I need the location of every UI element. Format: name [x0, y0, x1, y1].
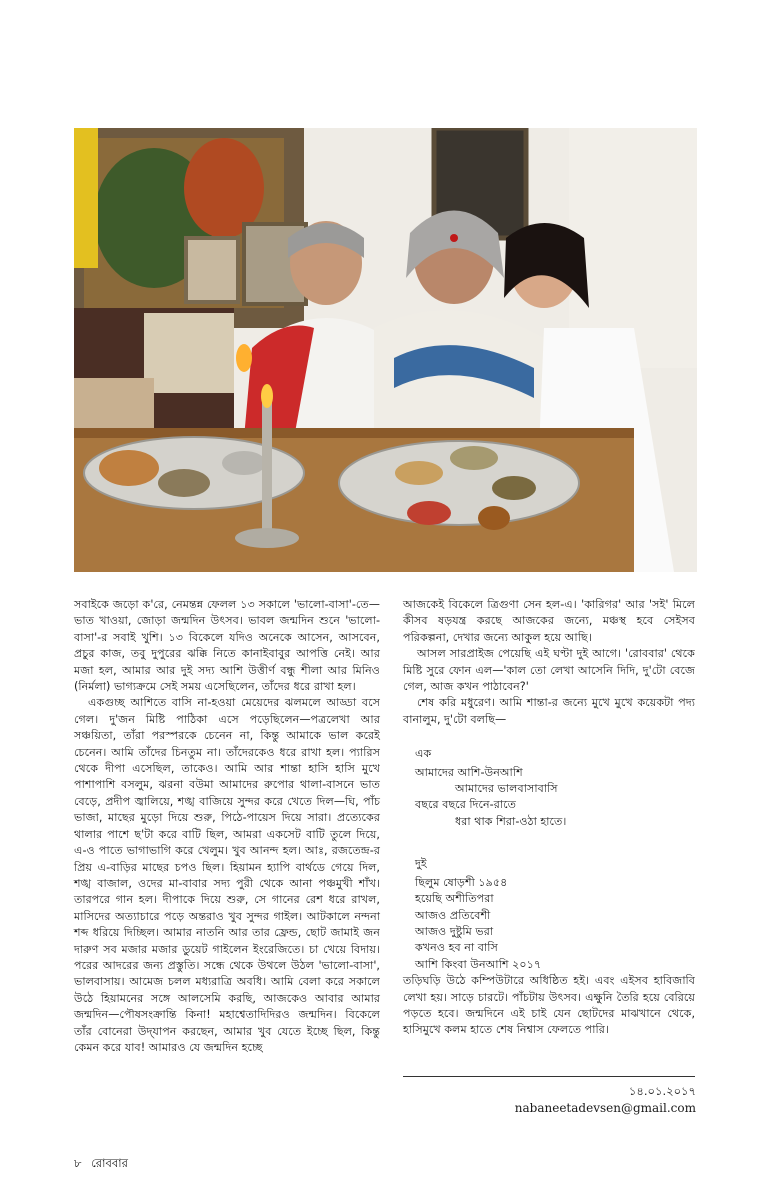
poem-line: ধরা থাক শিরা-ওঠা হাতে। — [455, 814, 567, 828]
poem-line: বছরে বছরে দিনে-রাতে — [415, 798, 516, 812]
poem-line: আমাদের ভালবাসাবাসি — [455, 782, 558, 796]
author-email: nabaneetadevsen@gmail.com — [514, 1101, 696, 1115]
left-paragraph-1: সবাইকে জড়ো ক'রে, নেমন্তন্ন ফেলল ১৩ সকালে 'ভালো-বাসা'-তে—ভাত খাওয়া, জোড়া জন্মদিন উৎসব। ভাবল জন্মদিন শুনে 'ভালো-বাসা'-র সবাই খুশি। ১৩ বিকেলে যদিও অনেকে আসেন, আসবেন, প্রচুর কাজ, তবু দুপুরের ঝক্কি নিতে কানাইবাবুর আপত্তি নেই। আর মজা হল, আমার আর দুই সদ্য আশি উত্তীর্ণ বন্ধু শীলা আর মিনিও (নির্মলা) ভাগ্যক্রমে সেই সময় এসেছিলেন, তাঁদের ধরে রাখা হল। — [74, 598, 380, 694]
poem-two-heading: দুই — [415, 857, 427, 871]
poem-two — [415, 856, 695, 973]
left-paragraph-2: একগুচ্ছ আশিতে বাসি না-হওয়া মেয়েদের ঝলমলে আড্ডা বসে গেল। দু'জন মিষ্টি পাঠিকা এসে পড়েছিলেন—পত্রলেখা আর সঞ্চয়িতা, তাঁরা পরস্পরকে চেনেন না, কিন্তু আমাকে ভাল করেই চেনেন। আমি তাঁদের চিনতুম না। তাঁদেরকেও ধরে রাখা হল। প্যারিস থেকে দীপা এসেছিল, তাকেও। আমি আর শান্তা হাসি হাসি মুখে পাশাপাশি বসলুম, ঝরনা বউমা আমাদের রুপোর থালা-বাসনে ভাত বেড়ে, প্রদীপ জ্বালিয়ে, শঙ্খ বাজিয়ে সুন্দর করে খেতে দিল—ঘি, পাঁচ ভাজা, মাছের মুড়ো দিয়ে শুরু, পিঠে-পায়েস দিয়ে সারা। প্রত্যেকের থালার পাশে ছ'টা করে বাটি ছিল, আমরা একসেট বাটি তুলে দিয়ে, এ-ও পাতে ভাগাভাগি করে খেলুম। খুব আনন্দ হল। আঃ, রজতেন্দ্র-র প্রিয় এ-বাড়ির মাছের চপও ছিল। হিয়ামন হ্যাপি বার্থডে গেয়ে দিল, শঙ্খ বাজাল, ওদের মা-বাবার সদ্য পুরী থেকে আনা পঞ্চমুখী শাঁখ। তারপরে গান হল। দীপাকে দিয়ে শুরু, সে গানের রেশ ধরে রাখল, মাসিদের অত্যাচারে পড়ে অন্তরাও খুব সুন্দর গাইল। আটকালে নন্দনা শব্দ ধরিয়ে দিচ্ছিল। আমার নাতনি আর তার ফ্রেন্ড, ছোট জামাই জন দারুণ সব মজার মজার ডুয়েট গাইলেন ইংরেজিতে। চা খেয়ে বিদায়। পরের আদরের জন্য প্রস্তুতি। সন্ধে থেকে উথলে উঠল 'ভালো-বাসা', ভালবাসায়। আমেজ চলল মধ্যরাত্রি অবধি। আমি বেলা করে সকালে উঠে হিয়ামনের সঙ্গে আলসেমি করছি, আজকেও আবার আমার জন্মদিন—পৌষসংক্রান্তি কিনা! মহাশ্বেতাদিদিরও জন্মদিন। বিকেলে তাঁর বোনেরা উদ্‌যাপন করছেন, আমার খুব যেতে ইচ্ছে ছিল, কিন্তু কেমন করে যাব! আমারও যে জন্মদিন হচ্ছে — [74, 696, 380, 1054]
poem-line: কখনও হব না বাসি — [415, 941, 498, 955]
magazine-name: রোববার — [91, 1156, 128, 1170]
right-paragraph-3: শেষ করি মধুরেণ। আমি শান্তা-র জন্যে মুখে মুখে কয়েকটা পদ্য বানালুম, দু'টো বলছি— — [403, 696, 695, 726]
poem-line: হয়েছি অশীতিপরা — [415, 892, 494, 906]
poem-line: আজও দুষ্টুমি ভরা — [415, 924, 494, 938]
signature-divider — [403, 1076, 695, 1077]
family-birthday-photo — [74, 128, 697, 572]
poem-line: আজও প্রতিবেশী — [415, 908, 491, 922]
poem-line: ছিলুম ষোড়শী ১৯৫৪ — [415, 875, 508, 889]
page-number: ৮ — [74, 1156, 82, 1170]
photo-illustration — [74, 128, 697, 572]
poem-line: আশি কিংবা উনআশি ২০১৭ — [415, 957, 542, 971]
right-column — [403, 597, 695, 1039]
page-folio — [74, 1155, 134, 1174]
left-column — [74, 597, 380, 1056]
poem-line: আমাদের আশি-উনআশি — [415, 765, 523, 779]
closing-paragraph: তড়িঘড়ি উঠে কম্পিউটারে অধিষ্ঠিত হই। এবং এইসব হাবিজাবি লেখা হয়। সাড়ে চারটে। পাঁচটায় উৎসব। এক্ষুনি তৈরি হয়ে বেরিয়ে পড়তে হবে। জন্মদিনে এই চাই যেন ছোটদের মাঝখানে থেকে, হাসিমুখে কলম হাতে শেষ নিশ্বাস ফেলতে পারি। — [403, 974, 695, 1037]
poem-one — [415, 746, 695, 830]
right-paragraph-2: আসল সারপ্রাইজ পেয়েছি এই ঘণ্টা দুই আগে। 'রোববার' থেকে মিষ্টি সুরে ফোন এল—'কাল তো লেখা আসেনি দিদি, দু'টো বেজে গেল, আজ কখন পাঠাবেন?' — [403, 647, 695, 694]
right-paragraph-1: আজকেই বিকেলে ত্রিগুণা সেন হল-এ। 'কারিগর' আর 'সই' মিলে কীসব ষড়যন্ত্র করছে আজকের জন্যে, মঞ্চস্থ হবে সেইসব পরিকল্পনা, দেখার জন্যে আকুল হয়ে আছি। — [403, 598, 695, 644]
article-date: ১৪.০১.২০১৭ — [628, 1084, 696, 1098]
poem-one-heading: এক — [415, 747, 432, 761]
